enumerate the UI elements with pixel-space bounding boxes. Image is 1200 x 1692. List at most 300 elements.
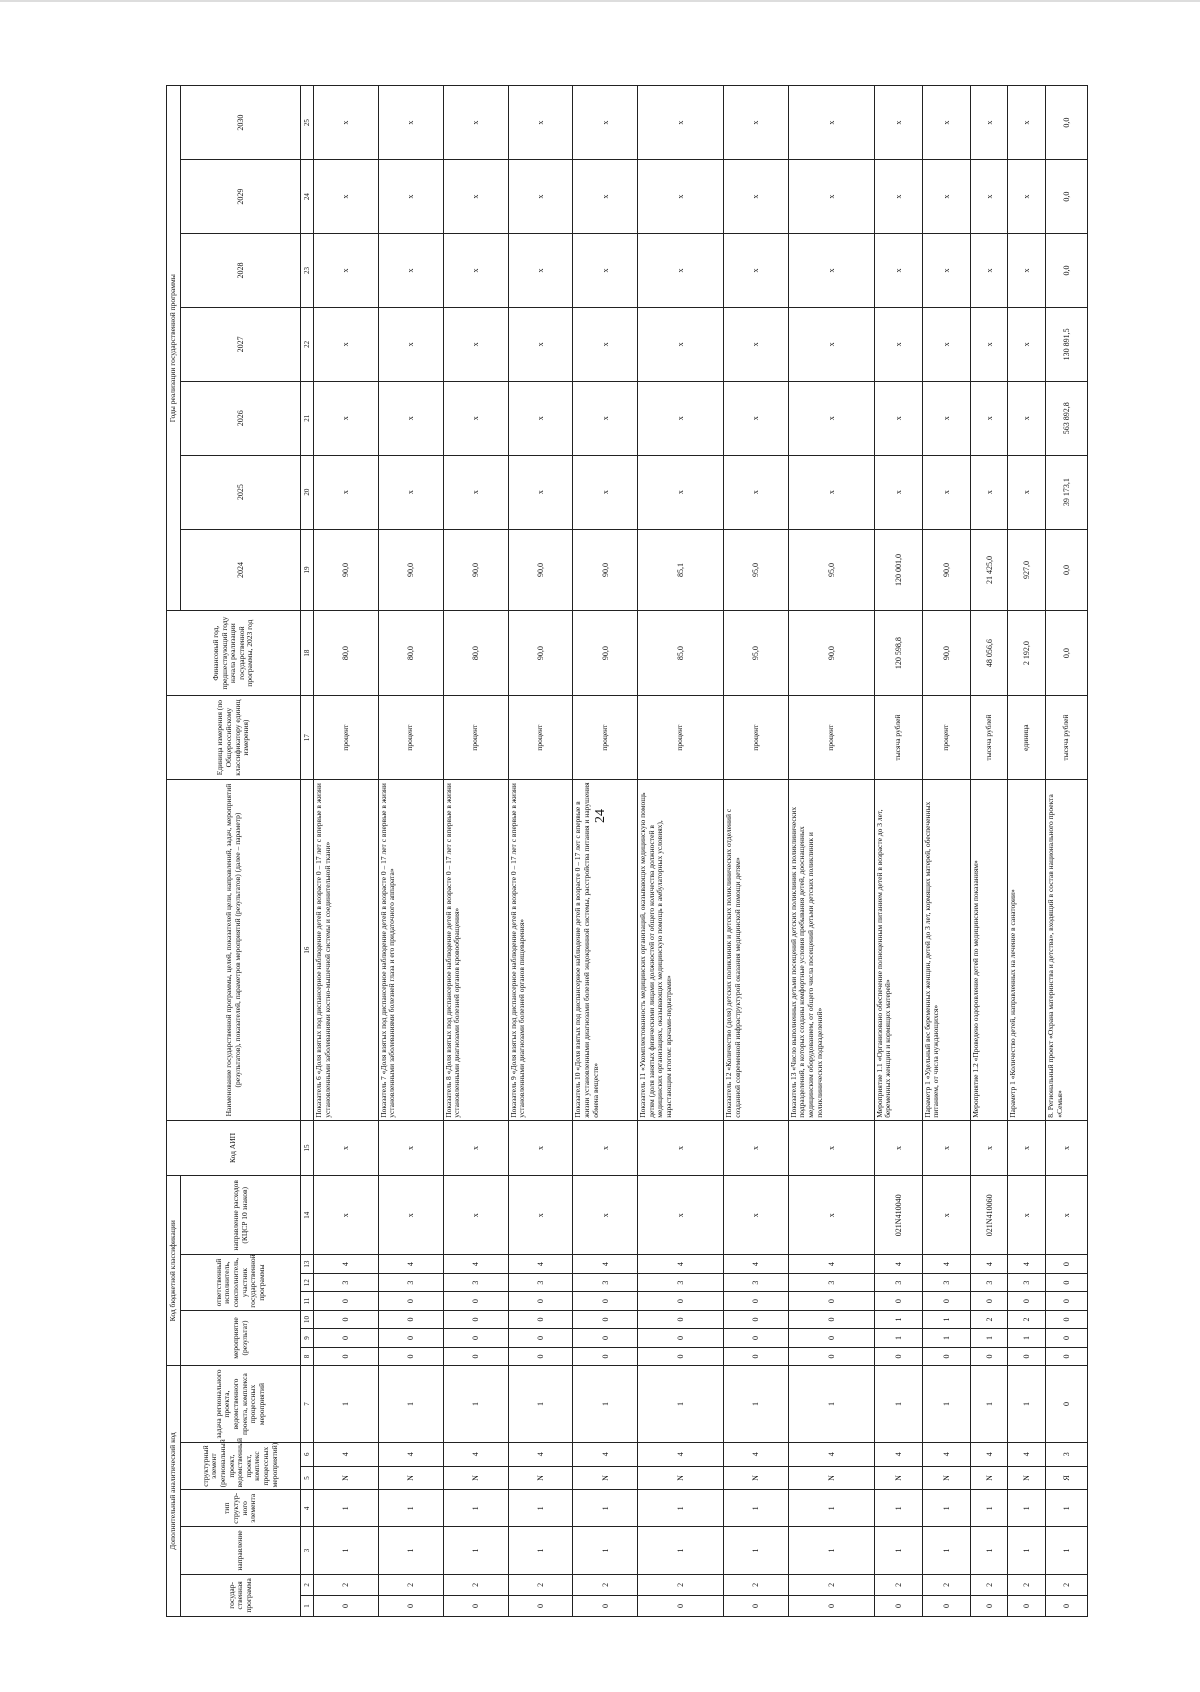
code-cell: 1 <box>922 1490 970 1527</box>
year-value-cell: x <box>922 86 970 160</box>
code-cell: N <box>314 1466 379 1490</box>
code-cell: 2 <box>788 1574 874 1595</box>
code-cell: 0 <box>788 1292 874 1310</box>
code-cell: 0 <box>723 1310 788 1328</box>
column-number: 4 <box>301 1490 314 1527</box>
column-number: 22 <box>301 307 314 381</box>
code-cell: 1 <box>788 1366 874 1443</box>
year-2026: 2026 <box>181 381 301 455</box>
code-cell: 1 <box>1046 1490 1088 1527</box>
year-value-cell: x <box>788 455 874 529</box>
unit-cell: тысяча рублей <box>874 695 922 779</box>
kcsr-cell: x <box>378 1176 443 1255</box>
year-value-cell: x <box>638 160 724 234</box>
code-cell: 4 <box>443 1255 508 1273</box>
year-value-cell: x <box>378 160 443 234</box>
year-2028: 2028 <box>181 234 301 308</box>
header-otv: ответственный исполнитель, соисполнитель, участник государственной программы <box>181 1255 301 1310</box>
year-2027: 2027 <box>181 307 301 381</box>
name-cell: Показатель 12 «Количество (доля) детских поликлиник и детских поликлинических отделений с созданной современной инфраструктурой оказания медицинской помощи детям» <box>723 780 788 1120</box>
code-cell: 0 <box>443 1595 508 1616</box>
year-value-cell: 130 891,5 <box>1046 307 1088 381</box>
code-cell: 0 <box>1046 1366 1088 1443</box>
name-cell: Мероприятие 1.1 «Организовано обеспечение полноценным питанием детей в возрасте до 3 лет, беременных женщин и кормящих матерей» <box>874 780 922 1120</box>
code-cell: 0 <box>508 1292 573 1310</box>
code-cell: 0 <box>443 1347 508 1365</box>
code-cell: 0 <box>378 1329 443 1347</box>
fin-year-cell: 80,0 <box>378 611 443 695</box>
year-value-cell: 90,0 <box>922 529 970 611</box>
code-cell: 1 <box>922 1329 970 1347</box>
header-struct: структурный элемент (региональный проект, ведомственный проект, комплекс процессных мероприятий) <box>181 1442 301 1490</box>
code-cell: 0 <box>723 1347 788 1365</box>
kcsr-cell: x <box>788 1176 874 1255</box>
code-cell: 4 <box>443 1442 508 1466</box>
unit-cell: тысяча рублей <box>970 695 1008 779</box>
code-cell: 1 <box>1008 1490 1046 1527</box>
code-cell: 1 <box>573 1366 638 1443</box>
year-value-cell: x <box>314 307 379 381</box>
name-cell: Показатель 9 «Доля взятых под диспансерное наблюдение детей в возрасте 0 – 17 лет с впервые в жизни установленными диагнозами болезней органов пищеварения» <box>508 780 573 1120</box>
code-cell: 3 <box>1008 1273 1046 1291</box>
year-2025: 2025 <box>181 455 301 529</box>
year-value-cell: 90,0 <box>573 529 638 611</box>
code-cell: 3 <box>723 1273 788 1291</box>
year-value-cell: x <box>314 86 379 160</box>
code-cell: 0 <box>922 1347 970 1365</box>
fin-year-cell: 90,0 <box>573 611 638 695</box>
code-cell: 2 <box>1046 1574 1088 1595</box>
name-cell: Мероприятие 1.2 «Проведено оздоровление детей по медицинским показаниям» <box>970 780 1008 1120</box>
year-value-cell: x <box>723 160 788 234</box>
header-zadacha: задача регионального проекта, ведомственного проекта, комплекса процессных мероприятий <box>181 1366 301 1443</box>
code-cell: 0 <box>638 1595 724 1616</box>
code-cell: 4 <box>314 1442 379 1466</box>
column-number: 17 <box>301 695 314 779</box>
year-value-cell: x <box>508 234 573 308</box>
code-cell: 0 <box>723 1329 788 1347</box>
code-cell: 1 <box>874 1527 922 1575</box>
year-value-cell: 21 425,0 <box>970 529 1008 611</box>
year-value-cell: x <box>378 86 443 160</box>
code-cell: N <box>922 1466 970 1490</box>
column-number: 18 <box>301 611 314 695</box>
code-cell: 0 <box>314 1595 379 1616</box>
year-2030: 2030 <box>181 86 301 160</box>
year-value-cell: 90,0 <box>443 529 508 611</box>
code-cell: 2 <box>970 1574 1008 1595</box>
name-cell: Параметр 1 «Удельный вес беременных женщин, детей до 3 лет, кормящих матерей, обеспеченных питанием, от числа нуждающихся» <box>922 780 970 1120</box>
column-number: 10 <box>301 1310 314 1328</box>
year-value-cell: x <box>508 307 573 381</box>
column-number: 7 <box>301 1366 314 1443</box>
code-cell: N <box>508 1466 573 1490</box>
table-row <box>723 86 788 1617</box>
column-number: 12 <box>301 1273 314 1291</box>
rotated-table-container <box>166 85 1088 1617</box>
aip-cell: x <box>1046 1120 1088 1175</box>
code-cell: 4 <box>874 1255 922 1273</box>
code-cell: 2 <box>314 1574 379 1595</box>
code-cell: 1 <box>638 1490 724 1527</box>
code-cell: 3 <box>638 1273 724 1291</box>
year-value-cell: 0,0 <box>1046 160 1088 234</box>
year-value-cell: x <box>508 455 573 529</box>
year-value-cell: x <box>378 381 443 455</box>
code-cell: N <box>788 1466 874 1490</box>
fin-year-cell: 48 056,6 <box>970 611 1008 695</box>
unit-cell: процент <box>508 695 573 779</box>
code-cell: 0 <box>508 1329 573 1347</box>
table-row <box>1008 86 1046 1617</box>
header-name: Наименование государственной программы, целей, показателей цели, направлений, задач, мероприятий (результатов), показателей, параметров мероприятий (результатов) (далее – параметр) <box>167 780 301 1120</box>
aip-cell: x <box>508 1120 573 1175</box>
code-cell: 0 <box>1046 1255 1088 1273</box>
code-cell: 0 <box>1046 1292 1088 1310</box>
header-tip: тип структур-ного элемента <box>181 1490 301 1527</box>
year-value-cell: 927,0 <box>1008 529 1046 611</box>
code-cell: Я <box>1046 1466 1088 1490</box>
year-value-cell: x <box>443 160 508 234</box>
code-cell: 2 <box>378 1574 443 1595</box>
fin-year-cell: 80,0 <box>443 611 508 695</box>
year-value-cell: x <box>443 455 508 529</box>
kcsr-cell: x <box>573 1176 638 1255</box>
name-cell: Показатель 13 «Число выполненных детьми посещений детских поликлиник и поликлинических подразделений, в которых созданы комфортные условия пребывания детей, дооснащенных медицинским оборудованием, от общего числа посещений детьми детских поликлиник и поликлинических подразделений» <box>788 780 874 1120</box>
fin-year-cell: 90,0 <box>788 611 874 695</box>
year-value-cell: 95,0 <box>788 529 874 611</box>
code-cell: 0 <box>1046 1329 1088 1347</box>
fin-year-cell: 95,0 <box>723 611 788 695</box>
year-value-cell: x <box>314 381 379 455</box>
code-cell: 1 <box>970 1366 1008 1443</box>
code-cell: 4 <box>1008 1255 1046 1273</box>
aip-cell: x <box>638 1120 724 1175</box>
code-cell: 0 <box>788 1310 874 1328</box>
code-cell: 4 <box>508 1442 573 1466</box>
code-cell: 0 <box>638 1292 724 1310</box>
code-cell: 0 <box>573 1595 638 1616</box>
column-number: 13 <box>301 1255 314 1273</box>
code-cell: 0 <box>970 1292 1008 1310</box>
table-row <box>508 86 573 1617</box>
code-cell: 1 <box>508 1490 573 1527</box>
code-cell: N <box>1008 1466 1046 1490</box>
code-cell: 0 <box>378 1347 443 1365</box>
code-cell: 4 <box>1008 1442 1046 1466</box>
table-row <box>443 86 508 1617</box>
code-cell: 4 <box>723 1255 788 1273</box>
column-number: 9 <box>301 1329 314 1347</box>
kcsr-cell: x <box>1046 1176 1088 1255</box>
code-cell: 0 <box>1046 1347 1088 1365</box>
column-number: 23 <box>301 234 314 308</box>
aip-cell: x <box>874 1120 922 1175</box>
year-value-cell: x <box>788 234 874 308</box>
code-cell: 2 <box>508 1574 573 1595</box>
code-cell: 1 <box>788 1527 874 1575</box>
code-cell: 1 <box>874 1490 922 1527</box>
year-2024: 2024 <box>181 529 301 611</box>
year-value-cell: x <box>378 234 443 308</box>
column-number: 3 <box>301 1527 314 1575</box>
table-row <box>378 86 443 1617</box>
fin-year-cell: 0,0 <box>1046 611 1088 695</box>
year-value-cell: 95,0 <box>723 529 788 611</box>
year-value-cell: 39 173,1 <box>1046 455 1088 529</box>
header-napr-rash: направление расходов (КЦСР 10 знаков) <box>181 1176 301 1255</box>
year-value-cell: x <box>1008 234 1046 308</box>
year-value-cell: x <box>970 455 1008 529</box>
code-cell: 0 <box>638 1310 724 1328</box>
code-cell: 1 <box>922 1527 970 1575</box>
code-cell: 0 <box>1008 1347 1046 1365</box>
code-cell: 4 <box>922 1255 970 1273</box>
year-value-cell: x <box>378 455 443 529</box>
code-cell: 0 <box>1046 1595 1088 1616</box>
name-cell: Показатель 7 «Доля взятых под диспансерное наблюдение детей в возрасте 0 – 17 лет с впервые в жизни установленными заболеваниями болезней глаза и его придаточного аппарата» <box>378 780 443 1120</box>
year-value-cell: x <box>874 381 922 455</box>
code-cell: 0 <box>970 1595 1008 1616</box>
code-cell: 1 <box>508 1366 573 1443</box>
name-cell: 8. Региональный проект «Охрана материнства и детства», входящий в состав национального проекта «Семья» <box>1046 780 1088 1120</box>
code-cell: 0 <box>970 1347 1008 1365</box>
aip-cell: x <box>378 1120 443 1175</box>
column-number: 2 <box>301 1574 314 1595</box>
table-row <box>788 86 874 1617</box>
unit-cell: процент <box>638 695 724 779</box>
code-cell: 0 <box>508 1595 573 1616</box>
year-value-cell: x <box>874 234 922 308</box>
year-value-cell: x <box>922 160 970 234</box>
unit-cell: единица <box>1008 695 1046 779</box>
fin-year-cell: 90,0 <box>508 611 573 695</box>
code-cell: 4 <box>970 1442 1008 1466</box>
aip-cell: x <box>573 1120 638 1175</box>
fin-year-cell: 120 598,8 <box>874 611 922 695</box>
year-value-cell: 563 892,8 <box>1046 381 1088 455</box>
column-number: 21 <box>301 381 314 455</box>
code-cell: 1 <box>443 1366 508 1443</box>
code-cell: 0 <box>922 1292 970 1310</box>
aip-cell: x <box>723 1120 788 1175</box>
year-value-cell: x <box>508 160 573 234</box>
code-cell: N <box>723 1466 788 1490</box>
header-gp: государ-ственная программа <box>181 1574 301 1616</box>
year-value-cell: x <box>573 86 638 160</box>
code-cell: 3 <box>788 1273 874 1291</box>
code-cell: 2 <box>970 1310 1008 1328</box>
code-cell: 0 <box>508 1310 573 1328</box>
table-row <box>922 86 970 1617</box>
code-cell: 1 <box>922 1310 970 1328</box>
kcsr-cell: 021N410040 <box>874 1176 922 1255</box>
code-cell: 2 <box>573 1574 638 1595</box>
year-value-cell: x <box>443 86 508 160</box>
code-cell: N <box>638 1466 724 1490</box>
code-cell: 4 <box>573 1442 638 1466</box>
header-budget-code: Код бюджетной классификации <box>167 1176 181 1366</box>
program-table <box>166 85 1088 1617</box>
code-cell: 0 <box>573 1329 638 1347</box>
name-cell: Показатель 6 «Доля взятых под диспансерное наблюдение детей в возрасте 0 – 17 лет с впервые в жизни установленными заболеваниями костно-мышечной системы и соединительной ткани» <box>314 780 379 1120</box>
code-cell: 0 <box>638 1347 724 1365</box>
year-value-cell: x <box>723 86 788 160</box>
kcsr-cell: x <box>508 1176 573 1255</box>
year-value-cell: x <box>443 381 508 455</box>
code-cell: 0 <box>378 1595 443 1616</box>
code-cell: 1 <box>638 1366 724 1443</box>
code-cell: 3 <box>378 1273 443 1291</box>
code-cell: 4 <box>378 1255 443 1273</box>
code-cell: 0 <box>1046 1273 1088 1291</box>
kcsr-cell: x <box>638 1176 724 1255</box>
code-cell: 1 <box>874 1310 922 1328</box>
column-number: 8 <box>301 1347 314 1365</box>
column-number: 1 <box>301 1595 314 1616</box>
code-cell: 1 <box>1008 1366 1046 1443</box>
table-row <box>970 86 1008 1617</box>
year-value-cell: x <box>573 234 638 308</box>
code-cell: 4 <box>788 1442 874 1466</box>
header-meropr: мероприятие (результат) <box>181 1310 301 1365</box>
code-cell: 2 <box>443 1574 508 1595</box>
year-value-cell: x <box>788 160 874 234</box>
column-number: 5 <box>301 1466 314 1490</box>
code-cell: 3 <box>874 1273 922 1291</box>
year-value-cell: 120 001,0 <box>874 529 922 611</box>
code-cell: 3 <box>1046 1442 1088 1466</box>
code-cell: N <box>443 1466 508 1490</box>
code-cell: 1 <box>443 1527 508 1575</box>
fin-year-cell: 90,0 <box>922 611 970 695</box>
code-cell: 4 <box>314 1255 379 1273</box>
code-cell: 0 <box>922 1595 970 1616</box>
code-cell: 0 <box>508 1347 573 1365</box>
year-value-cell: x <box>638 86 724 160</box>
year-value-cell: 90,0 <box>508 529 573 611</box>
code-cell: 1 <box>378 1490 443 1527</box>
kcsr-cell: x <box>443 1176 508 1255</box>
code-cell: 4 <box>788 1255 874 1273</box>
code-cell: 0 <box>1046 1310 1088 1328</box>
year-value-cell: x <box>970 381 1008 455</box>
kcsr-cell: x <box>922 1176 970 1255</box>
code-cell: 1 <box>874 1329 922 1347</box>
year-value-cell: x <box>788 381 874 455</box>
code-cell: N <box>874 1466 922 1490</box>
code-cell: 1 <box>723 1366 788 1443</box>
header-dop-code: Дополнительный аналитический код <box>167 1366 181 1617</box>
year-value-cell: 90,0 <box>378 529 443 611</box>
code-cell: 3 <box>443 1273 508 1291</box>
code-cell: 0 <box>378 1292 443 1310</box>
year-value-cell: x <box>378 307 443 381</box>
code-cell: 2 <box>723 1574 788 1595</box>
code-cell: 2 <box>874 1574 922 1595</box>
year-value-cell: x <box>723 307 788 381</box>
code-cell: 0 <box>573 1347 638 1365</box>
code-cell: 4 <box>378 1442 443 1466</box>
table-row <box>314 86 379 1617</box>
year-value-cell: x <box>638 307 724 381</box>
code-cell: 4 <box>508 1255 573 1273</box>
aip-cell: x <box>922 1120 970 1175</box>
fin-year-cell: 85,0 <box>638 611 724 695</box>
code-cell: 1 <box>1008 1527 1046 1575</box>
code-cell: 2 <box>1008 1310 1046 1328</box>
unit-cell: процент <box>314 695 379 779</box>
code-cell: 1 <box>314 1527 379 1575</box>
aip-cell: x <box>970 1120 1008 1175</box>
unit-cell: процент <box>922 695 970 779</box>
code-cell: 0 <box>314 1292 379 1310</box>
column-number: 11 <box>301 1292 314 1310</box>
year-value-cell: x <box>922 307 970 381</box>
code-cell: N <box>970 1466 1008 1490</box>
year-value-cell: x <box>922 234 970 308</box>
code-cell: 0 <box>443 1310 508 1328</box>
code-cell: 0 <box>573 1310 638 1328</box>
year-value-cell: x <box>1008 86 1046 160</box>
year-value-cell: 0,0 <box>1046 234 1088 308</box>
code-cell: 4 <box>723 1442 788 1466</box>
code-cell: 4 <box>638 1255 724 1273</box>
code-cell: 0 <box>788 1329 874 1347</box>
code-cell: 1 <box>723 1490 788 1527</box>
year-value-cell: x <box>1008 381 1046 455</box>
column-number-row <box>301 86 314 1617</box>
year-value-cell: x <box>1008 160 1046 234</box>
year-value-cell: x <box>970 86 1008 160</box>
code-cell: 1 <box>378 1527 443 1575</box>
table-row <box>638 86 724 1617</box>
year-value-cell: x <box>508 381 573 455</box>
code-cell: 1 <box>378 1366 443 1443</box>
year-value-cell: x <box>314 234 379 308</box>
code-cell: 1 <box>508 1527 573 1575</box>
table-row <box>874 86 922 1617</box>
year-value-cell: 0,0 <box>1046 529 1088 611</box>
code-cell: 0 <box>638 1329 724 1347</box>
code-cell: 4 <box>573 1255 638 1273</box>
unit-cell: тысяча рублей <box>1046 695 1088 779</box>
column-number: 15 <box>301 1120 314 1175</box>
year-value-cell: x <box>874 455 922 529</box>
year-value-cell: 90,0 <box>314 529 379 611</box>
code-cell: 4 <box>874 1442 922 1466</box>
year-value-cell: x <box>573 160 638 234</box>
year-value-cell: x <box>314 455 379 529</box>
code-cell: 1 <box>922 1366 970 1443</box>
code-cell: 0 <box>314 1329 379 1347</box>
year-value-cell: x <box>970 160 1008 234</box>
code-cell: 0 <box>573 1292 638 1310</box>
code-cell: 1 <box>1046 1527 1088 1575</box>
year-value-cell: x <box>314 160 379 234</box>
code-cell: 3 <box>314 1273 379 1291</box>
year-value-cell: 0,0 <box>1046 86 1088 160</box>
code-cell: 2 <box>922 1574 970 1595</box>
code-cell: 1 <box>1008 1329 1046 1347</box>
code-cell: 1 <box>314 1490 379 1527</box>
code-cell: 1 <box>314 1366 379 1443</box>
kcsr-cell: 021N410060 <box>970 1176 1008 1255</box>
code-cell: 1 <box>638 1527 724 1575</box>
code-cell: 1 <box>970 1490 1008 1527</box>
code-cell: 0 <box>378 1310 443 1328</box>
year-value-cell: x <box>573 307 638 381</box>
